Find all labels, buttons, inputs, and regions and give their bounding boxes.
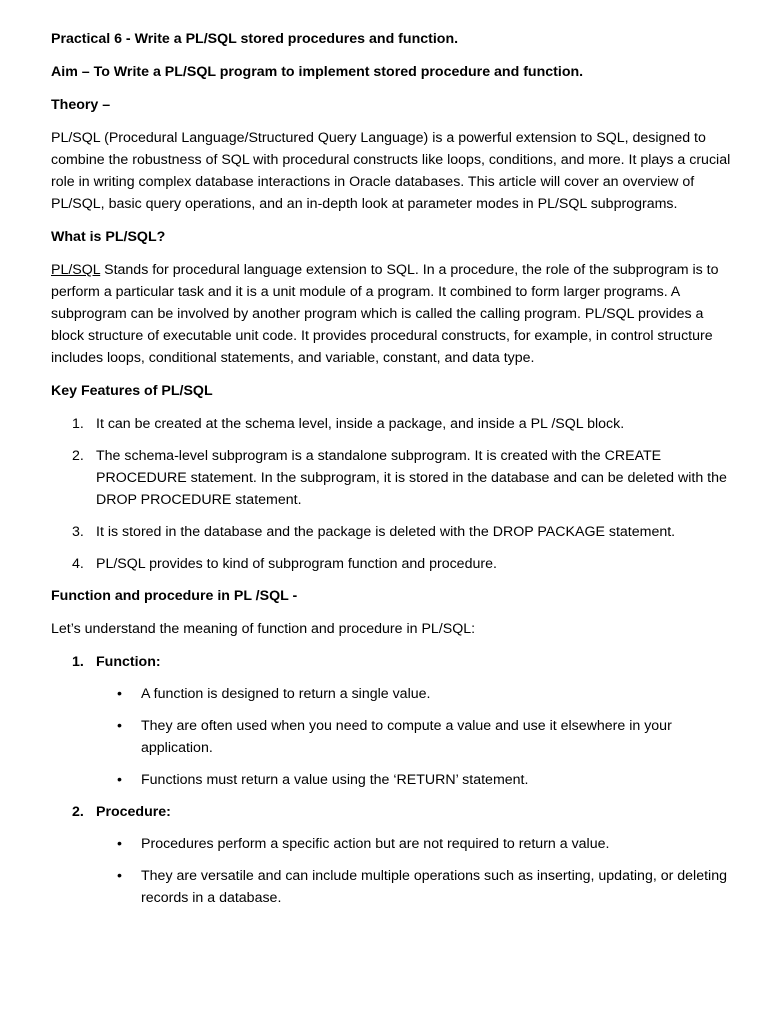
item-text: It can be created at the schema level, inside a package, and inside a PL /SQL block. [96, 416, 625, 432]
list-item [51, 445, 736, 511]
bullet-icon: • [117, 686, 122, 702]
list-item [96, 769, 736, 791]
list-item [96, 683, 736, 705]
item-text: They are often used when you need to compute a value and use it elsewhere in your application. [141, 718, 672, 756]
item-text: It is stored in the database and the package is deleted with the DROP PACKAGE statement. [96, 524, 676, 540]
aim-statement: Aim – To Write a PL/SQL program to implement stored procedure and function. [51, 64, 584, 80]
item-number: 2. [72, 804, 84, 820]
page-title: Practical 6 - Write a PL/SQL stored procedures and function. [51, 31, 459, 47]
item-number: 2. [72, 448, 84, 464]
bullet-icon: • [117, 836, 122, 852]
procedure-label: Procedure: [96, 804, 171, 820]
list-item [51, 553, 736, 575]
item-number: 1. [72, 654, 84, 670]
list-item [51, 521, 736, 543]
what-is-text: Stands for procedural language extension to SQL. In a procedure, the role of the subprogram is to perform a particular task and it is a unit module of a program. It combined to form larger programs. A subprogram can be involved by another program which is called the calling program. PL/SQL provides a block structure of executable unit code. It provides procedural constructs, for example, in control structure includes loops, conditional statements, and variable, constant, and data type. [51, 262, 719, 366]
item-number: 4. [72, 556, 84, 572]
item-text: They are versatile and can include multiple operations such as inserting, updating, or deleting records in a database. [141, 868, 727, 906]
list-item [96, 833, 736, 855]
item-text: Functions must return a value using the ‘RETURN’ statement. [141, 772, 529, 788]
list-item [96, 715, 736, 759]
item-number: 1. [72, 416, 84, 432]
function-bullets [96, 683, 736, 791]
item-text: The schema-level subprogram is a standalone subprogram. It is created with the CREATE PROCEDURE statement. In the subprogram, it is stored in the database and can be deleted with the DROP PROCEDURE statement. [96, 448, 727, 508]
plsql-link[interactable]: PL/SQL [51, 262, 101, 278]
fp-list [51, 651, 736, 673]
fp-list-2 [51, 801, 736, 823]
what-is-heading: What is PL/SQL? [51, 229, 166, 245]
function-label: Function: [96, 654, 161, 670]
what-is-paragraph [51, 259, 736, 369]
theory-paragraph: PL/SQL (Procedural Language/Structured Query Language) is a powerful extension to SQL, designed to combine the robustness of SQL with procedural constructs like loops, conditions, and more. It plays a crucial role in writing complex database interactions in Oracle databases. This article will cover an overview of PL/SQL, basic query operations, and an in-depth look at parameter modes in PL/SQL subprograms. [51, 130, 731, 212]
function-item [51, 651, 736, 673]
item-text: A function is designed to return a single value. [141, 686, 431, 702]
function-procedure-intro: Let’s understand the meaning of function and procedure in PL/SQL: [51, 621, 476, 637]
bullet-icon: • [117, 718, 122, 734]
bullet-icon: • [117, 868, 122, 884]
features-heading: Key Features of PL/SQL [51, 383, 213, 399]
item-number: 3. [72, 524, 84, 540]
features-list [51, 413, 736, 575]
procedure-item [51, 801, 736, 823]
item-text: PL/SQL provides to kind of subprogram function and procedure. [96, 556, 497, 572]
function-procedure-heading: Function and procedure in PL /SQL - [51, 588, 298, 604]
bullet-icon: • [117, 772, 122, 788]
procedure-bullets [96, 833, 736, 909]
list-item [51, 413, 736, 435]
theory-heading: Theory – [51, 97, 111, 113]
item-text: Procedures perform a specific action but are not required to return a value. [141, 836, 610, 852]
list-item [96, 865, 736, 909]
